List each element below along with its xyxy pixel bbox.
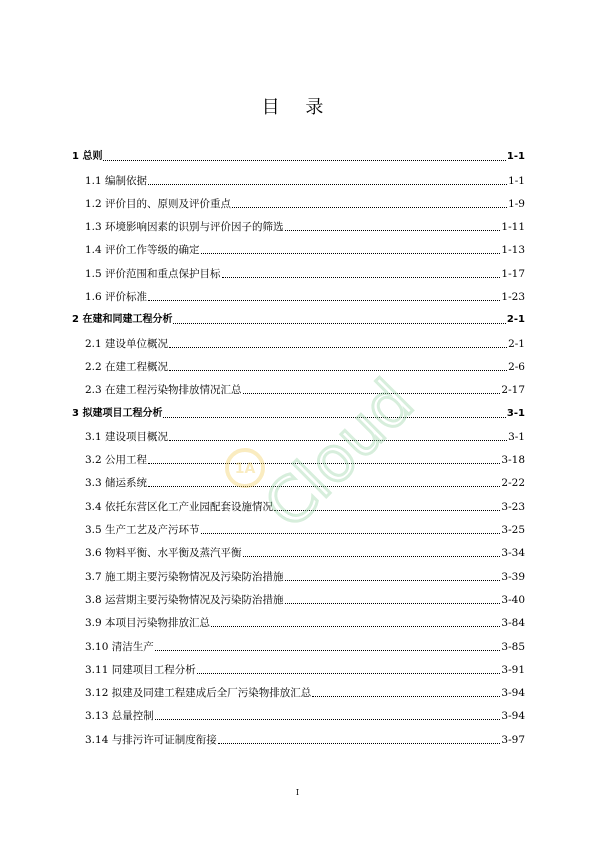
toc-dot-leader [201, 253, 501, 254]
toc-entry-page: 3-25 [501, 524, 525, 537]
toc-entry-page: 1-9 [508, 197, 525, 210]
toc-dot-leader [285, 230, 501, 231]
toc-entry-label: 3.8 运营期主要污染物情况及污染防治措施 [85, 593, 284, 606]
toc-entry-page: 1-1 [506, 151, 525, 163]
toc-section-entry[interactable] [72, 210, 525, 233]
toc-section-entry[interactable] [72, 606, 525, 629]
toc-section-entry[interactable] [72, 559, 525, 582]
toc-entry-page: 2-17 [501, 384, 525, 397]
toc-entry-page: 3-1 [506, 407, 525, 419]
toc-entry-page: 3-97 [501, 733, 525, 746]
toc-section-entry[interactable] [72, 233, 525, 256]
toc-entry-page: 1-17 [501, 267, 525, 280]
toc-entry-label: 3.1 建设项目概况 [85, 430, 169, 443]
toc-chapter-entry[interactable] [72, 140, 525, 163]
toc-entry-label: 1 总则 [72, 151, 103, 163]
toc-entry-label: 1.6 评价标准 [85, 291, 148, 304]
toc-entry-label: 2 在建和同建工程分析 [72, 314, 173, 326]
toc-dot-leader [103, 160, 505, 161]
toc-entry-label: 1.5 评价范围和重点保护目标 [85, 267, 221, 280]
cloud-watermark-logo [200, 320, 428, 543]
toc-section-entry[interactable] [72, 163, 525, 186]
toc-entry-label: 1.4 评价工作等级的确定 [85, 244, 200, 257]
toc-dot-leader [218, 743, 501, 744]
toc-entry-label: 3.5 生产工艺及产污环节 [85, 524, 200, 537]
watermark-badge-text: 1A [234, 461, 256, 477]
toc-entry-label: 3.3 储运系统 [85, 477, 148, 490]
toc-dot-leader [201, 533, 501, 534]
toc-dot-leader [232, 207, 507, 208]
toc-entry-label: 1.2 评价目的、原则及评价重点 [85, 197, 232, 210]
toc-entry-page: 3-94 [501, 687, 525, 700]
toc-entry-page: 1-23 [501, 291, 525, 304]
toc-dot-leader [155, 719, 501, 720]
toc-entry-label: 3.11 同建项目工程分析 [85, 663, 196, 676]
watermark-cloud-text: Cloud [250, 365, 428, 543]
toc-entry-page: 2-1 [508, 337, 525, 350]
toc-entry-label: 3.7 施工期主要污染物情况及污染防治措施 [85, 570, 284, 583]
toc-entry-label: 3.9 本项目污染物排放汇总 [85, 617, 211, 630]
toc-entry-label: 1.3 环境影响因素的识别与评价因子的筛选 [85, 221, 284, 234]
toc-section-entry[interactable] [72, 653, 525, 676]
toc-dot-leader [243, 556, 501, 557]
toc-entry-page: 3-34 [501, 547, 525, 560]
toc-entry-page: 3-40 [501, 593, 525, 606]
toc-dot-leader [148, 184, 507, 185]
toc-entry-label: 1.1 编制依据 [85, 174, 148, 187]
toc-dot-leader [222, 277, 501, 278]
toc-entry-page: 1-1 [508, 174, 525, 187]
toc-entry-label: 2.2 在建工程概况 [85, 360, 169, 373]
toc-entry-page: 3-23 [501, 500, 525, 513]
toc-entry-label: 3.12 拟建及同建工程建成后全厂污染物排放汇总 [85, 687, 312, 700]
toc-entry-page: 3-84 [501, 617, 525, 630]
toc-section-entry[interactable] [72, 187, 525, 210]
toc-dot-leader [211, 626, 500, 627]
toc-entry-label: 3.4 依托东营区化工产业园配套设施情况 [85, 500, 274, 513]
toc-entry-label: 2.3 在建工程污染物排放情况汇总 [85, 384, 242, 397]
toc-section-entry[interactable] [72, 583, 525, 606]
toc-section-entry[interactable] [72, 280, 525, 303]
toc-dot-leader [312, 696, 500, 697]
toc-dot-leader [285, 603, 501, 604]
toc-section-entry[interactable] [72, 722, 525, 745]
toc-entry-page: 2-22 [501, 477, 525, 490]
toc-section-entry[interactable] [72, 676, 525, 699]
toc-entry-label: 2.1 建设单位概况 [85, 337, 169, 350]
toc-entry-page: 3-1 [508, 430, 525, 443]
toc-entry-page: 3-85 [501, 640, 525, 653]
page-number: I [295, 788, 300, 797]
toc-entry-page: 1-13 [501, 244, 525, 257]
toc-entry-label: 3.13 总量控制 [85, 710, 154, 723]
toc-entry-label: 3 拟建项目工程分析 [72, 407, 163, 419]
toc-entry-page: 3-91 [501, 663, 525, 676]
toc-entry-page: 3-18 [501, 454, 525, 467]
toc-dot-leader [155, 650, 501, 651]
toc-entry-label: 3.2 公用工程 [85, 454, 148, 467]
toc-dot-leader [197, 673, 501, 674]
toc-entry-page: 3-39 [501, 570, 525, 583]
toc-section-entry[interactable] [72, 699, 525, 722]
toc-entry-label: 3.14 与排污许可证制度衔接 [85, 733, 217, 746]
toc-section-entry[interactable] [72, 629, 525, 652]
toc-entry-page: 2-1 [506, 314, 525, 326]
page-title: 目 录 [261, 97, 334, 118]
toc-entry-label: 3.10 清洁生产 [85, 640, 154, 653]
toc-entry-page: 2-6 [508, 360, 525, 373]
toc-entry-page: 1-11 [501, 221, 525, 234]
toc-entry-page: 3-94 [501, 710, 525, 723]
toc-dot-leader [285, 580, 501, 581]
toc-section-entry[interactable] [72, 256, 525, 279]
toc-entry-label: 3.6 物料平衡、水平衡及蒸汽平衡 [85, 547, 242, 560]
toc-dot-leader [148, 300, 500, 301]
